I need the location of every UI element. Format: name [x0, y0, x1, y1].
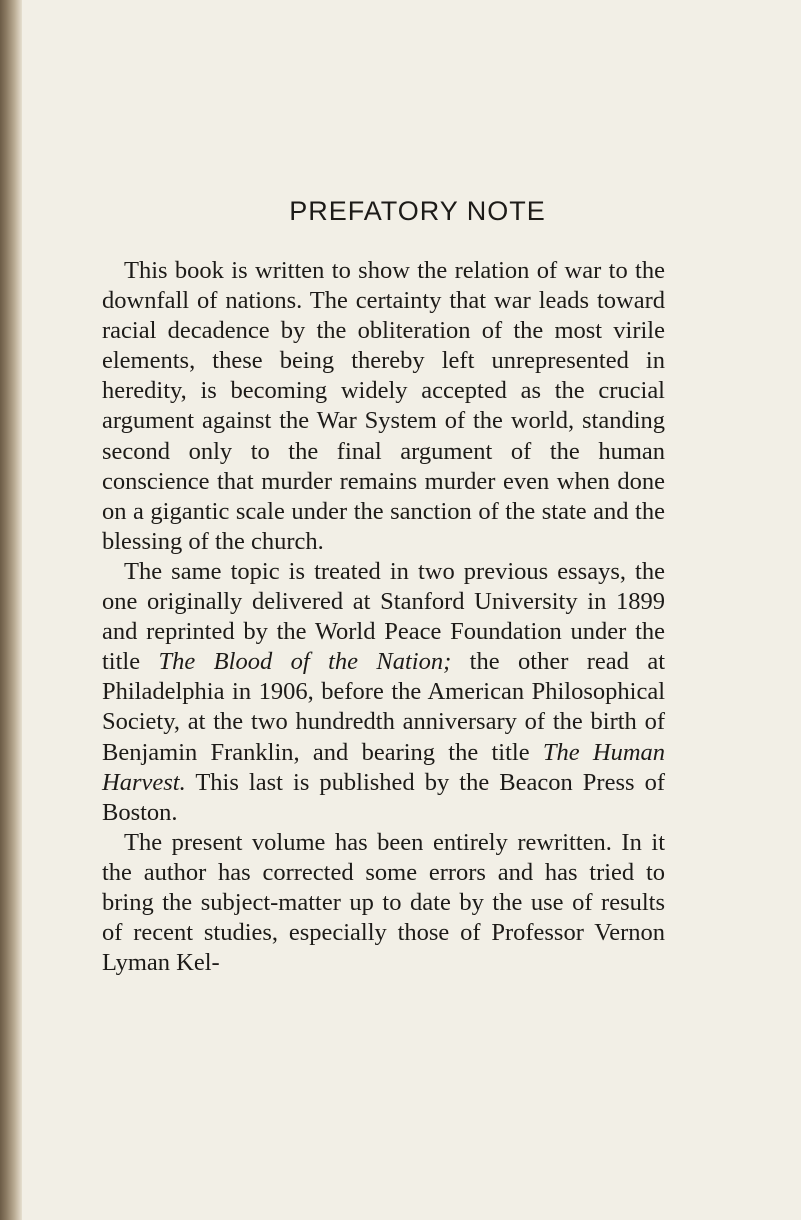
paragraph-2-text-c: This last is published by the Beacon Press of Boston. [102, 768, 665, 826]
paragraph-1-text: This book is written to show the relation of war to the downfall of nations. The certainty that war leads toward racial decadence by the obliteration of the most virile elements, these being thereby left unrepresented in heredity, is becoming widely accepted as the crucial argument against the War System of the world, standing second only to the final argument of the human conscience that murder remains murder even when done on a gigantic scale under the sanction of the state and the blessing of the church. [102, 257, 665, 555]
title-human-harvest: The Human Harvest. [102, 738, 666, 796]
paragraph-2 [102, 557, 665, 828]
paragraph-2-text-a: The same topic is treated in two previous essays, the one originally delivered at Stanford University in 1899 and reprinted by the World Peace Foundation under the title [102, 557, 665, 676]
paragraph-3-text: The present volume has been entirely rewritten. In it the author has corrected some errors and has tried to bring the subject-matter up to date by the use of results of recent studies, especially those of Professor Vernon Lyman Kel- [102, 828, 665, 977]
book-spine-edge [0, 0, 22, 1220]
prose-body [102, 256, 665, 978]
page-heading: PREFATORY NOTE [289, 196, 546, 226]
paragraph-3 [102, 828, 665, 978]
paragraph-1 [102, 256, 665, 557]
title-blood-of-the-nation: The Blood of the Nation; [158, 648, 452, 676]
book-page [22, 0, 801, 1220]
paragraph-2-text-b: the other read at Philadelphia in 1906, before the American Philosophical Society, at the two hundredth anniversary of the birth of Benjamin Franklin, and bearing the title [102, 648, 665, 766]
